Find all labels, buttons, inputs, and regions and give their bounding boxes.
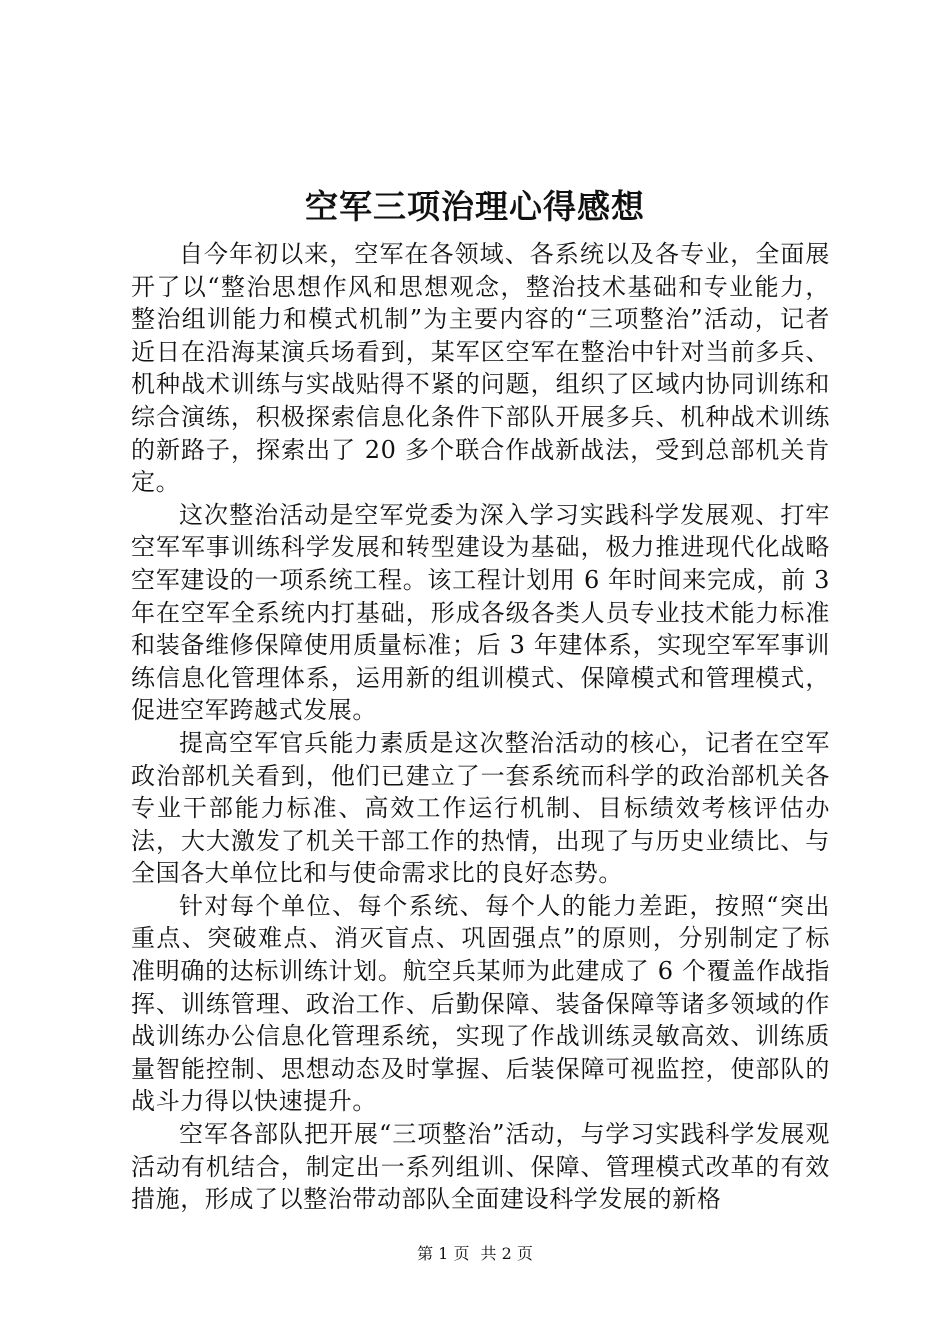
page-number-current: 第 1 页 — [417, 1244, 470, 1263]
page-footer — [0, 1243, 950, 1265]
document-title: 空军三项治理心得感想 — [305, 187, 645, 226]
page-number-total: 共 2 页 — [480, 1244, 533, 1263]
document-body — [131, 238, 830, 1216]
paragraph: 这次整治活动是空军党委为深入学习实践科学发展观、打牢空军军事训练科学发展和转型建设为基础，极力推进现代化战略空军建设的一项系统工程。该工程计划用 6 年时间来完成，前 3 年在空军全系统内打基础，形成各级各类人员专业技术能力标准和装备维修保障使用质量标准；后 3 年建体系，实现空军军事训练信息化管理体系，运用新的组训模式、保障模式和管理模式，促进空军跨越式发展。 — [131, 500, 830, 725]
paragraph: 提高空军官兵能力素质是这次整治活动的核心，记者在空军政治部机关看到，他们已建立了一套系统而科学的政治部机关各专业干部能力标准、高效工作运行机制、目标绩效考核评估办法，大大激发了机关干部工作的热情，出现了与历史业绩比、与全国各大单位比和与使命需求比的良好态势。 — [131, 728, 830, 888]
paragraph: 空军各部队把开展“三项整治”活动，与学习实践科学发展观活动有机结合，制定出一系列组训、保障、管理模式改革的有效措施，形成了以整治带动部队全面建设科学发展的新格 — [131, 1120, 830, 1214]
paragraph: 针对每个单位、每个系统、每个人的能力差距，按照“突出重点、突破难点、消灭盲点、巩固强点”的原则，分别制定了标准明确的达标训练计划。航空兵某师为此建成了 6 个覆盖作战指挥、训练管理、政治工作、后勤保障、装备保障等诸多领域的作战训练办公信息化管理系统，实现了作战训练灵敏高效、训练质量智能控制、思想动态及时掌握、后装保障可视监控，使部队的战斗力得以快速提升。 — [131, 891, 830, 1116]
paragraph: 自今年初以来，空军在各领域、各系统以及各专业，全面展开了以“整治思想作风和思想观念，整治技术基础和专业能力，整治组训能力和模式机制”为主要内容的“三项整治”活动，记者近日在沿海某演兵场看到，某军区空军在整治中针对当前多兵、机种战术训练与实战贴得不紧的问题，组织了区域内协同训练和综合演练，积极探索信息化条件下部队开展多兵、机种战术训练的新路子，探索出了 20 多个联合作战新战法，受到总部机关肯定。 — [131, 240, 830, 497]
